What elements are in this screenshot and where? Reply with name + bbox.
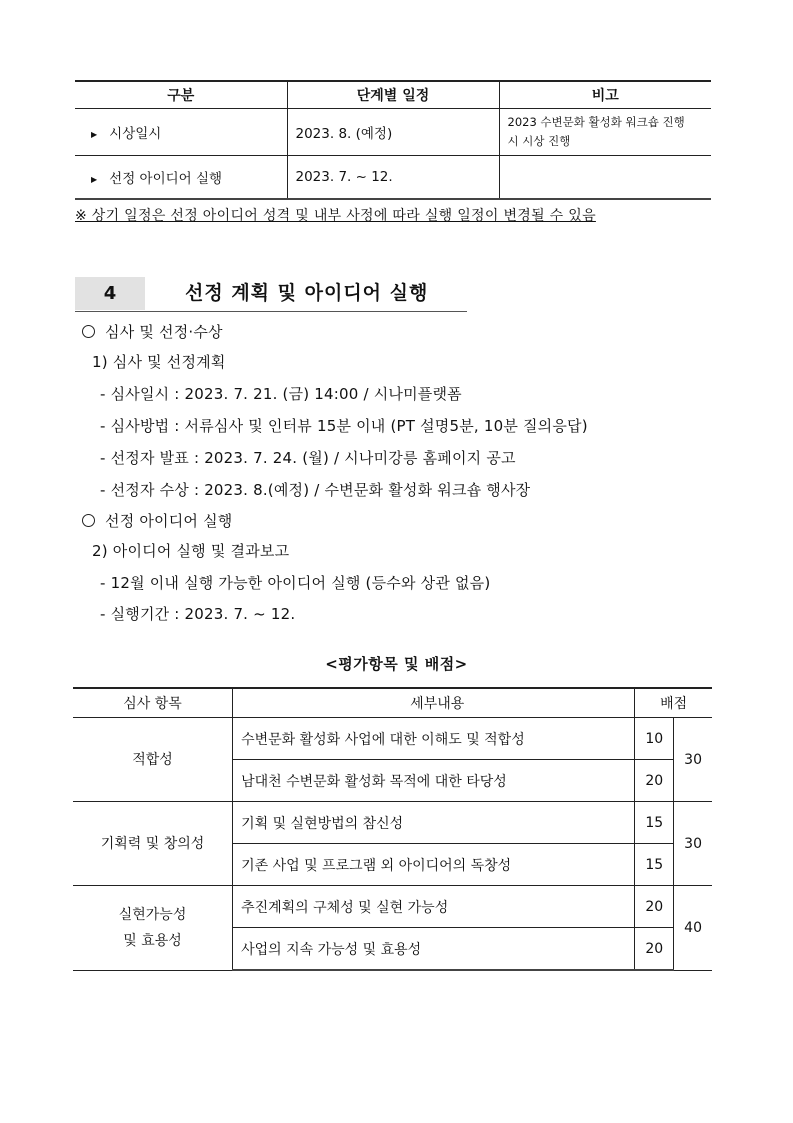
eval-category-line: 및 효용성 — [123, 932, 182, 949]
schedule-footnote: ※ 상기 일정은 선정 아이디어 성격 및 내부 사정에 따라 실행 일정이 변경될 수 있음 — [75, 208, 596, 224]
execution-line: - 12월 이내 실행 가능한 아이디어 실행 (등수와 상관 없음) — [100, 574, 491, 592]
eval-total: 40 — [674, 886, 712, 971]
schedule-header-category: 구분 — [75, 81, 287, 109]
eval-detail: 기획 및 실현방법의 참신성 — [233, 802, 635, 844]
eval-points: 15 — [635, 844, 674, 886]
eval-detail: 남대천 수변문화 활성화 목적에 대한 타당성 — [233, 760, 635, 802]
schedule-note-line: 2023 수변문화 활성화 워크숍 진행 — [507, 115, 685, 129]
eval-points: 20 — [635, 928, 674, 971]
schedule-item: 선정 아이디어 실행 — [109, 171, 223, 187]
schedule-header-row — [75, 81, 711, 109]
eval-points: 20 — [635, 886, 674, 928]
eval-detail: 수변문화 활성화 사업에 대한 이해도 및 적합성 — [233, 718, 635, 760]
subheading-review-plan: 1) 심사 및 선정계획 — [92, 353, 226, 371]
evaluation-table — [73, 687, 712, 971]
schedule-note-cell — [499, 156, 711, 200]
award-line: - 선정자 수상 : 2023. 8.(예정) / 수변문화 활성화 워크숍 행사장 — [100, 481, 531, 499]
circle-bullet-icon — [82, 325, 95, 338]
triangle-bullet-icon: ▶ — [91, 129, 98, 139]
schedule-item: 시상일시 — [109, 126, 162, 142]
execution-period-line: - 실행기간 : 2023. 7. ~ 12. — [100, 605, 296, 623]
section-number: 4 — [75, 277, 145, 310]
review-method-line: - 심사방법 : 서류심사 및 인터뷰 15분 이내 (PT 설명5분, 10분 질의응답) — [100, 417, 588, 435]
eval-points: 20 — [635, 760, 674, 802]
eval-total: 30 — [674, 718, 712, 802]
eval-category — [73, 802, 233, 886]
eval-total: 30 — [674, 802, 712, 886]
schedule-date: 2023. 7. ~ 12. — [287, 156, 499, 200]
eval-header-points: 배점 — [635, 688, 712, 718]
schedule-row — [75, 109, 711, 156]
eval-row — [73, 886, 712, 928]
eval-row — [73, 718, 712, 760]
circle-bullet-icon — [82, 514, 95, 527]
schedule-item-cell — [75, 109, 287, 156]
eval-detail: 기존 사업 및 프로그램 외 아이디어의 독창성 — [233, 844, 635, 886]
eval-category — [73, 886, 233, 971]
eval-points: 10 — [635, 718, 674, 760]
eval-detail: 추진계획의 구체성 및 실현 가능성 — [233, 886, 635, 928]
heading-review-text: 심사 및 선정·수상 — [105, 323, 223, 341]
schedule-item-cell — [75, 156, 287, 200]
eval-category-line: 실현가능성 — [118, 906, 187, 923]
heading-review — [82, 322, 223, 342]
eval-header-category: 심사 항목 — [73, 688, 233, 718]
eval-category-line: 적합성 — [132, 751, 173, 768]
eval-header-row — [73, 688, 712, 718]
eval-row — [73, 802, 712, 844]
eval-category-line: 기획력 및 창의성 — [100, 835, 205, 852]
eval-header-detail: 세부내용 — [233, 688, 635, 718]
eval-detail: 사업의 지속 가능성 및 효용성 — [233, 928, 635, 971]
review-date-line: - 심사일시 : 2023. 7. 21. (금) 14:00 / 시나미플랫폼 — [100, 385, 462, 403]
schedule-date: 2023. 8. (예정) — [287, 109, 499, 156]
section-title: 선정 계획 및 아이디어 실행 — [185, 282, 429, 304]
schedule-header-date: 단계별 일정 — [287, 81, 499, 109]
heading-execution — [82, 511, 232, 531]
announcement-line: - 선정자 발표 : 2023. 7. 24. (월) / 시나미강릉 홈페이지 공고 — [100, 449, 516, 467]
schedule-header-note: 비고 — [499, 81, 711, 109]
schedule-note-line: 시 시상 진행 — [507, 134, 571, 148]
eval-table-title: <평가항목 및 배점> — [325, 655, 468, 673]
section-header — [75, 277, 467, 312]
eval-category — [73, 718, 233, 802]
heading-execution-text: 선정 아이디어 실행 — [105, 512, 233, 530]
triangle-bullet-icon: ▶ — [91, 174, 98, 184]
eval-points: 15 — [635, 802, 674, 844]
schedule-table — [75, 80, 711, 200]
schedule-row — [75, 156, 711, 200]
schedule-note-cell — [499, 109, 711, 156]
subheading-execution-report: 2) 아이디어 실행 및 결과보고 — [92, 542, 290, 560]
